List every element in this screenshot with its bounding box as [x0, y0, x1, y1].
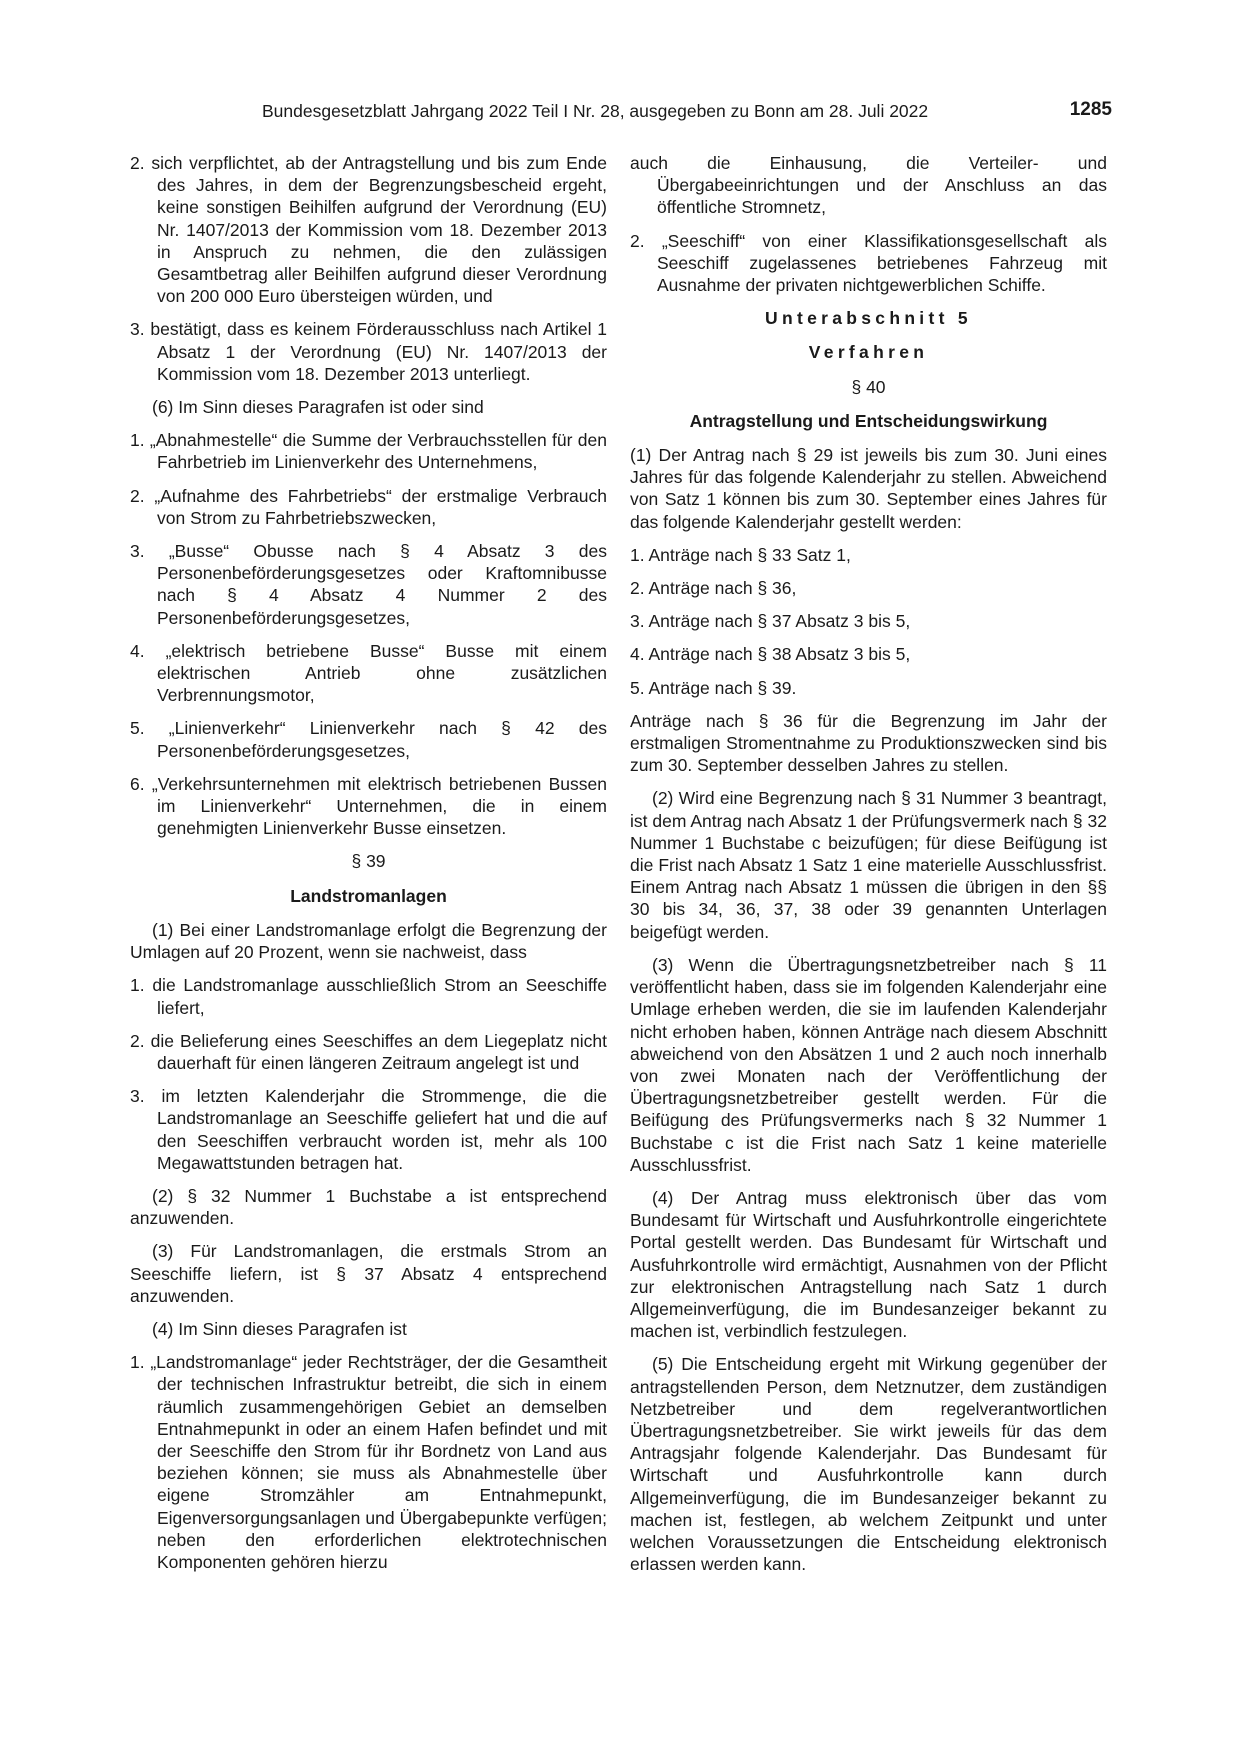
paragraph: (5) Die Entscheidung ergeht mit Wirkung gegenüber der antragstellenden Person, dem Netznutzer, dem zuständigen Netzbetreiber und dem regelverantwortlichen Übertragungsnetzbetreiber. Sie wirkt jeweils für das dem Antragsjahr folgende Kalenderjahr. Das Bundesamt für Wirtschaft und Ausfuhrkontrolle kann durch Allgemeinverfügung, die im Bundesanzeiger bekannt zu machen ist, festlegen, ab welchem Zeitpunkt und unter welchen Voraussetzungen die Entscheidung elektronisch erlassen werden kann. [630, 1354, 1107, 1575]
list-item: 3. bestätigt, dass es keinem Förderausschluss nach Artikel 1 Absatz 1 der Verordnung (EU) Nr. 1407/2013 der Kommission vom 18. Dezember 2013 unterliegt. [130, 319, 607, 384]
paragraph: Anträge nach § 36 für die Begrenzung im Jahr der erstmaligen Stromentnahme zu Produktionszwecken sind bis zum 30. September desselben Jahres zu stellen. [630, 710, 1107, 776]
list-item: 2. Anträge nach § 36, [630, 578, 797, 599]
list-item: 3. Anträge nach § 37 Absatz 3 bis 5, [630, 611, 911, 632]
list-item: 1. „Abnahmestelle“ die Summe der Verbrauchsstellen für den Fahrbetrieb im Linienverkehr des Unternehmens, [130, 430, 607, 473]
list-item: 3. im letzten Kalenderjahr die Strommenge, die die Landstromanlage an Seeschiffe geliefert hat und die auf den Seeschiffen verbraucht worden ist, mehr als 100 Megawattstunden betragen hat. [130, 1086, 607, 1173]
subdivision-heading: Unterabschnitt 5 [765, 308, 972, 329]
list-item: 3. „Busse“ Obusse nach § 4 Absatz 3 des Personenbeförderungsgesetzes oder Kraftomnibusse nach § 4 Absatz 4 Nummer 2 des Personenbeförderungsgesetzes, [130, 541, 607, 628]
page-header [262, 101, 1112, 127]
paragraph: (1) Bei einer Landstromanlage erfolgt die Begrenzung der Umlagen auf 20 Prozent, wenn sie nachweist, dass [130, 919, 607, 963]
running-title: Bundesgesetzblatt Jahrgang 2022 Teil I Nr. 28, ausgegeben zu Bonn am 28. Juli 2022 [262, 101, 929, 121]
list-item: 2. die Belieferung eines Seeschiffes an dem Liegeplatz nicht dauerhaft für einen längeren Zeitraum angelegt ist und [130, 1030, 607, 1073]
list-item: 5. Anträge nach § 39. [630, 677, 797, 698]
paragraph: (4) Der Antrag muss elektronisch über das vom Bundesamt für Wirtschaft und Ausfuhrkontrolle eingerichtete Portal gestellt werden. Das Bundesamt für Wirtschaft und Ausfuhrkontrolle wird ermächtigt, Ausnahmen von der Pflicht zur elektronischen Antragstellung nach Satz 1 durch Allgemeinverfügung, die im Bundesanzeiger bekannt zu machen ist, verbindlich festzulegen. [630, 1187, 1107, 1342]
list-item: 1. die Landstromanlage ausschließlich Strom an Seeschiffe liefert, [130, 975, 607, 1018]
section-heading: Antragstellung und Entscheidungswirkung [689, 410, 1048, 431]
paragraph: (4) Im Sinn dieses Paragrafen ist [152, 1318, 407, 1339]
list-item: auch die Einhausung, die Verteiler- und Übergabeeinrichtungen und der Anschluss an das öffentliche Stromnetz, [630, 153, 1107, 218]
paragraph: (3) Für Landstromanlagen, die erstmals Strom an Seeschiffe liefern, ist § 37 Absatz 4 entsprechend anzuwenden. [130, 1241, 607, 1306]
list-item: 6. „Verkehrsunternehmen mit elektrisch betriebenen Bussen im Linienverkehr“ Unternehmen, die in einem genehmigten Linienverkehr Busse einsetzen. [130, 773, 607, 839]
paragraph: (2) § 32 Nummer 1 Buchstabe a ist entsprechend anzuwenden. [130, 1185, 607, 1229]
list-item: 4. „elektrisch betriebene Busse“ Busse mit einem elektrischen Antrieb ohne zusätzlichen Verbrennungsmotor, [130, 640, 607, 706]
list-item: 2. sich verpflichtet, ab der Antragstellung und bis zum Ende des Jahres, in dem der Begrenzungsbescheid ergeht, keine sonstigen Beihilfen aufgrund der Verordnung (EU) Nr. 1407/2013 der Kommission vom 18. Dezember 2013 in Anspruch zu nehmen, die den zulässigen Gesamtbetrag aller Beihilfen aufgrund dieser Verordnung von 200 000 Euro übersteigen würden, und [130, 153, 607, 307]
paragraph: (3) Wenn die Übertragungsnetzbetreiber nach § 11 veröffentlicht haben, dass sie im folgenden Kalenderjahr eine Umlage erheben werden, die sie im laufenden Kalenderjahr nicht erhoben haben, können Anträge nach diesem Abschnitt abweichend von den Absätzen 1 und 2 auch noch innerhalb von zwei Monaten nach der Veröffentlichung der Übertragungsnetzbetreiber gestellt werden. Für die Beifügung des Prüfungsvermerks nach § 32 Nummer 1 Buchstabe c ist die Frist nach Satz 1 keine materielle Ausschlussfrist. [630, 954, 1107, 1175]
section-number: § 40 [851, 376, 886, 397]
left-column [130, 152, 607, 1584]
list-item: 2. „Seeschiff“ von einer Klassifikationsgesellschaft als Seeschiff zugelassenes betriebenes Fahrzeug mit Ausnahme der privaten nichtgewerblichen Schiffe. [630, 230, 1107, 296]
list-item: 2. „Aufnahme des Fahrbetriebs“ der erstmalige Verbrauch von Strom zu Fahrbetriebszwecken, [130, 485, 607, 528]
section-heading: Landstromanlagen [290, 885, 447, 906]
paragraph: (6) Im Sinn dieses Paragrafen ist oder sind [152, 397, 484, 418]
list-item: 1. „Landstromanlage“ jeder Rechtsträger, der die Gesamtheit der technischen Infrastruktur betreibt, die sich in einem räumlich zusammengehörigen Gebiet an demselben Entnahmepunkt in oder an einem Hafen befindet und mit der Seeschiffe den Strom für ihr Bordnetz von Land aus beziehen können; sie muss als Abnahmestelle über eigene Stromzähler am Entnahmepunkt, Eigenversorgungsanlagen und Übergabepunkte verfügen; neben den erforderlichen elektrotechnischen Komponenten gehören hierzu [130, 1352, 607, 1572]
list-item: 4. Anträge nach § 38 Absatz 3 bis 5, [630, 644, 911, 665]
right-column [630, 152, 1107, 1586]
section-number: § 39 [351, 851, 386, 872]
paragraph: (1) Der Antrag nach § 29 ist jeweils bis zum 30. Juni eines Jahres für das folgende Kalenderjahr zu stellen. Abweichend von Satz 1 können bis zum 30. September eines Jahres für das folgende Kalenderjahr gestellt werden: [630, 445, 1107, 532]
list-item: 5. „Linienverkehr“ Linienverkehr nach § 42 des Personenbeförderungsgesetzes, [130, 718, 607, 761]
subdivision-heading: Verfahren [808, 342, 929, 363]
list-item: 1. Anträge nach § 33 Satz 1, [630, 544, 851, 565]
paragraph: (2) Wird eine Begrenzung nach § 31 Nummer 3 beantragt, ist dem Antrag nach Absatz 1 der Prüfungsvermerk nach § 32 Nummer 1 Buchstabe c beizufügen; für diese Beifügung ist die Frist nach Absatz 1 Satz 1 eine materielle Ausschlussfrist. Einem Antrag nach Absatz 1 müssen die übrigen in den §§ 30 bis 34, 36, 37, 38 oder 39 genannten Unterlagen beigefügt werden. [630, 788, 1107, 942]
page-number: 1285 [1069, 99, 1112, 120]
